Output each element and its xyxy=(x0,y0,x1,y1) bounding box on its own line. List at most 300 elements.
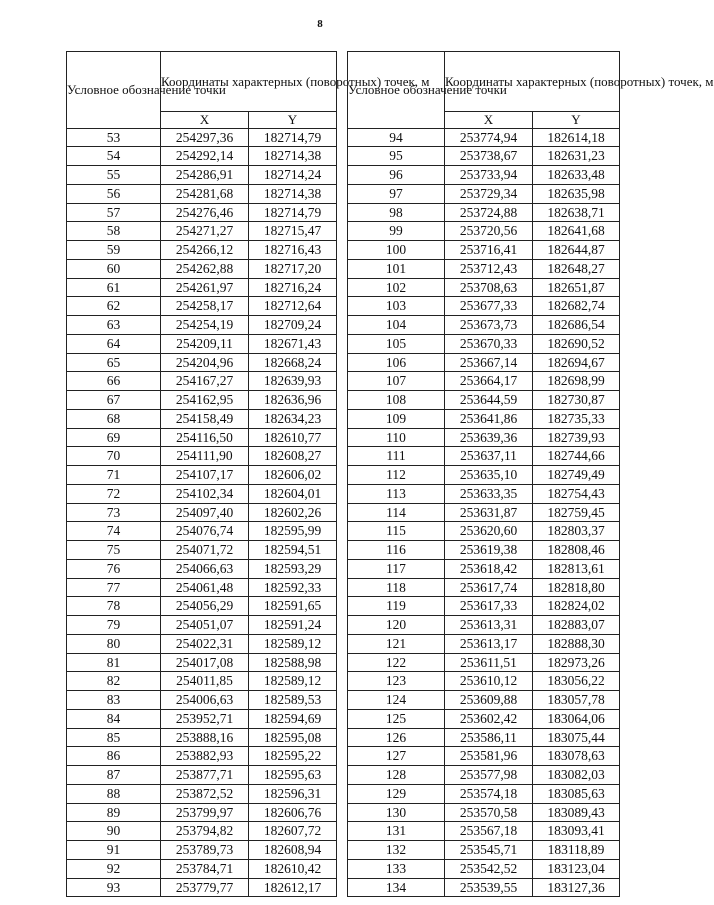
point-id-cell: 68 xyxy=(67,409,161,428)
y-coordinate-cell: 182595,08 xyxy=(249,728,337,747)
y-coordinate-cell: 182594,69 xyxy=(249,709,337,728)
point-id-cell: 62 xyxy=(67,297,161,316)
point-id-cell: 125 xyxy=(348,709,445,728)
table-row xyxy=(348,522,620,541)
table-row xyxy=(348,878,620,897)
point-id-cell: 127 xyxy=(348,747,445,766)
table-row xyxy=(348,859,620,878)
y-coordinate-cell: 182739,93 xyxy=(533,428,620,447)
point-id-cell: 58 xyxy=(67,222,161,241)
y-coordinate-cell: 182591,24 xyxy=(249,616,337,635)
x-coordinate-cell: 254006,63 xyxy=(161,691,249,710)
x-coordinate-cell: 253664,17 xyxy=(445,372,533,391)
y-coordinate-cell: 182735,33 xyxy=(533,409,620,428)
point-id-cell: 128 xyxy=(348,766,445,785)
point-id-cell: 64 xyxy=(67,334,161,353)
point-id-cell: 69 xyxy=(67,428,161,447)
x-coordinate-cell: 253877,71 xyxy=(161,766,249,785)
table-row xyxy=(348,747,620,766)
y-coordinate-cell: 182610,77 xyxy=(249,428,337,447)
y-coordinate-cell: 182686,54 xyxy=(533,316,620,335)
x-coordinate-cell: 254261,97 xyxy=(161,278,249,297)
coords-label-header: Координаты характерных (поворотных) точек, м xyxy=(161,52,337,112)
table-row xyxy=(348,822,620,841)
x-coordinate-cell: 254056,29 xyxy=(161,597,249,616)
x-coordinate-cell: 254102,34 xyxy=(161,484,249,503)
point-id-cell: 99 xyxy=(348,222,445,241)
y-coordinate-cell: 182651,87 xyxy=(533,278,620,297)
y-coordinate-cell: 182644,87 xyxy=(533,241,620,260)
point-id-cell: 95 xyxy=(348,147,445,166)
x-coordinate-cell: 254066,63 xyxy=(161,559,249,578)
y-coordinate-cell: 182808,46 xyxy=(533,541,620,560)
x-coordinate-cell: 253799,97 xyxy=(161,803,249,822)
x-coordinate-cell: 253586,11 xyxy=(445,728,533,747)
y-coordinate-cell: 182595,22 xyxy=(249,747,337,766)
y-coordinate-cell: 182690,52 xyxy=(533,334,620,353)
point-id-cell: 100 xyxy=(348,241,445,260)
table-row xyxy=(348,466,620,485)
header-row xyxy=(348,52,620,112)
x-coordinate-cell: 254158,49 xyxy=(161,409,249,428)
point-id-cell: 106 xyxy=(348,353,445,372)
x-coordinate-cell: 253635,10 xyxy=(445,466,533,485)
point-id-cell: 55 xyxy=(67,166,161,185)
x-coordinate-cell: 253610,12 xyxy=(445,672,533,691)
table-row xyxy=(348,316,620,335)
y-coordinate-cell: 183123,04 xyxy=(533,859,620,878)
x-coordinate-cell: 254061,48 xyxy=(161,578,249,597)
point-id-cell: 134 xyxy=(348,878,445,897)
table-row xyxy=(348,728,620,747)
point-id-cell: 71 xyxy=(67,466,161,485)
x-coordinate-cell: 254286,91 xyxy=(161,166,249,185)
point-id-cell: 74 xyxy=(67,522,161,541)
y-coordinate-cell: 182803,37 xyxy=(533,522,620,541)
x-column-header: X xyxy=(445,112,533,129)
table-row xyxy=(348,447,620,466)
y-coordinate-cell: 182606,76 xyxy=(249,803,337,822)
point-id-cell: 120 xyxy=(348,616,445,635)
table-row xyxy=(67,466,337,485)
x-coordinate-cell: 254051,07 xyxy=(161,616,249,635)
y-coordinate-cell: 182759,45 xyxy=(533,503,620,522)
point-id-cell: 82 xyxy=(67,672,161,691)
y-coordinate-cell: 182883,07 xyxy=(533,616,620,635)
x-coordinate-cell: 253619,38 xyxy=(445,541,533,560)
x-coordinate-cell: 253729,34 xyxy=(445,184,533,203)
coords-label-header: Координаты характерных (поворотных) точек, м xyxy=(445,52,620,112)
table-row xyxy=(348,503,620,522)
table-row xyxy=(348,128,620,147)
table-row xyxy=(348,391,620,410)
table-row xyxy=(67,259,337,278)
y-coordinate-cell: 182612,17 xyxy=(249,878,337,897)
table-row xyxy=(67,503,337,522)
x-coordinate-cell: 254204,96 xyxy=(161,353,249,372)
x-coordinate-cell: 254271,27 xyxy=(161,222,249,241)
point-id-cell: 53 xyxy=(67,128,161,147)
y-coordinate-cell: 182754,43 xyxy=(533,484,620,503)
point-id-cell: 109 xyxy=(348,409,445,428)
table-row xyxy=(67,428,337,447)
point-id-cell: 79 xyxy=(67,616,161,635)
table-row xyxy=(348,559,620,578)
table-row xyxy=(67,653,337,672)
table-row xyxy=(348,409,620,428)
table-row xyxy=(348,203,620,222)
y-coordinate-cell: 182641,68 xyxy=(533,222,620,241)
x-coordinate-cell: 254297,36 xyxy=(161,128,249,147)
table-row xyxy=(348,653,620,672)
table-row xyxy=(67,372,337,391)
x-coordinate-cell: 253639,36 xyxy=(445,428,533,447)
table-row xyxy=(348,278,620,297)
point-id-cell: 76 xyxy=(67,559,161,578)
point-id-cell: 54 xyxy=(67,147,161,166)
y-coordinate-cell: 182714,79 xyxy=(249,203,337,222)
table-row xyxy=(348,147,620,166)
point-id-cell: 59 xyxy=(67,241,161,260)
y-coordinate-cell: 182591,65 xyxy=(249,597,337,616)
x-coordinate-cell: 253570,58 xyxy=(445,803,533,822)
point-id-cell: 102 xyxy=(348,278,445,297)
y-coordinate-cell: 182668,24 xyxy=(249,353,337,372)
y-coordinate-cell: 182634,23 xyxy=(249,409,337,428)
y-coordinate-cell: 182595,63 xyxy=(249,766,337,785)
table-row xyxy=(67,447,337,466)
point-id-cell: 107 xyxy=(348,372,445,391)
y-coordinate-cell: 182717,20 xyxy=(249,259,337,278)
x-column-header: X xyxy=(161,112,249,129)
y-coordinate-cell: 183082,03 xyxy=(533,766,620,785)
table-body xyxy=(348,128,620,897)
y-coordinate-cell: 182698,99 xyxy=(533,372,620,391)
x-coordinate-cell: 253567,18 xyxy=(445,822,533,841)
point-id-cell: 103 xyxy=(348,297,445,316)
x-coordinate-cell: 254017,08 xyxy=(161,653,249,672)
table-row xyxy=(67,841,337,860)
x-coordinate-cell: 253708,63 xyxy=(445,278,533,297)
point-id-cell: 57 xyxy=(67,203,161,222)
point-id-cell: 91 xyxy=(67,841,161,860)
x-coordinate-cell: 253618,42 xyxy=(445,559,533,578)
y-coordinate-cell: 182610,42 xyxy=(249,859,337,878)
x-coordinate-cell: 253617,33 xyxy=(445,597,533,616)
table-row xyxy=(67,559,337,578)
table-row xyxy=(348,241,620,260)
x-coordinate-cell: 253882,93 xyxy=(161,747,249,766)
table-row xyxy=(67,784,337,803)
y-coordinate-cell: 182638,71 xyxy=(533,203,620,222)
coordinates-table-right xyxy=(347,51,714,897)
x-coordinate-cell: 253620,60 xyxy=(445,522,533,541)
table-row xyxy=(67,184,337,203)
point-label-header: Условное обозначение точки xyxy=(348,52,445,129)
y-coordinate-cell: 182648,27 xyxy=(533,259,620,278)
table-row xyxy=(348,803,620,822)
point-id-cell: 130 xyxy=(348,803,445,822)
x-coordinate-cell: 254209,11 xyxy=(161,334,249,353)
y-coordinate-cell: 182682,74 xyxy=(533,297,620,316)
y-coordinate-cell: 182614,18 xyxy=(533,128,620,147)
y-coordinate-cell: 183064,06 xyxy=(533,709,620,728)
point-id-cell: 70 xyxy=(67,447,161,466)
point-id-cell: 86 xyxy=(67,747,161,766)
table-row xyxy=(67,128,337,147)
table-row xyxy=(67,316,337,335)
point-id-cell: 132 xyxy=(348,841,445,860)
y-coordinate-cell: 182888,30 xyxy=(533,634,620,653)
y-column-header: Y xyxy=(249,112,337,129)
x-coordinate-cell: 253542,52 xyxy=(445,859,533,878)
y-coordinate-cell: 182730,87 xyxy=(533,391,620,410)
table-row xyxy=(348,841,620,860)
x-coordinate-cell: 253633,35 xyxy=(445,484,533,503)
y-coordinate-cell: 182714,24 xyxy=(249,166,337,185)
y-coordinate-cell: 182592,33 xyxy=(249,578,337,597)
x-coordinate-cell: 253720,56 xyxy=(445,222,533,241)
y-coordinate-cell: 183127,36 xyxy=(533,878,620,897)
x-coordinate-cell: 253673,73 xyxy=(445,316,533,335)
table-body xyxy=(67,128,337,897)
table-row xyxy=(67,297,337,316)
x-coordinate-cell: 254097,40 xyxy=(161,503,249,522)
point-id-cell: 111 xyxy=(348,447,445,466)
table-row xyxy=(348,372,620,391)
table-row xyxy=(67,803,337,822)
table-row xyxy=(348,334,620,353)
point-id-cell: 67 xyxy=(67,391,161,410)
y-coordinate-cell: 182813,61 xyxy=(533,559,620,578)
table-row xyxy=(67,691,337,710)
point-id-cell: 124 xyxy=(348,691,445,710)
x-coordinate-cell: 253577,98 xyxy=(445,766,533,785)
table-row xyxy=(348,222,620,241)
point-id-cell: 115 xyxy=(348,522,445,541)
table-row xyxy=(348,353,620,372)
point-id-cell: 60 xyxy=(67,259,161,278)
x-coordinate-cell: 253545,71 xyxy=(445,841,533,860)
table-row xyxy=(67,878,337,897)
y-coordinate-cell: 182631,23 xyxy=(533,147,620,166)
y-coordinate-cell: 182602,26 xyxy=(249,503,337,522)
point-id-cell: 94 xyxy=(348,128,445,147)
x-coordinate-cell: 253617,74 xyxy=(445,578,533,597)
table-row xyxy=(348,766,620,785)
table-row xyxy=(67,391,337,410)
y-coordinate-cell: 183057,78 xyxy=(533,691,620,710)
x-coordinate-cell: 253613,31 xyxy=(445,616,533,635)
point-id-cell: 65 xyxy=(67,353,161,372)
y-coordinate-cell: 182694,67 xyxy=(533,353,620,372)
y-coordinate-cell: 182635,98 xyxy=(533,184,620,203)
table-row xyxy=(348,184,620,203)
point-id-cell: 116 xyxy=(348,541,445,560)
y-coordinate-cell: 182604,01 xyxy=(249,484,337,503)
table-row xyxy=(67,353,337,372)
point-id-cell: 122 xyxy=(348,653,445,672)
y-coordinate-cell: 182716,24 xyxy=(249,278,337,297)
x-coordinate-cell: 254258,17 xyxy=(161,297,249,316)
point-id-cell: 56 xyxy=(67,184,161,203)
point-id-cell: 131 xyxy=(348,822,445,841)
y-coordinate-cell: 182595,99 xyxy=(249,522,337,541)
point-id-cell: 87 xyxy=(67,766,161,785)
y-coordinate-cell: 183093,41 xyxy=(533,822,620,841)
table-row xyxy=(67,766,337,785)
x-coordinate-cell: 253888,16 xyxy=(161,728,249,747)
x-coordinate-cell: 253574,18 xyxy=(445,784,533,803)
x-coordinate-cell: 253733,94 xyxy=(445,166,533,185)
point-id-cell: 123 xyxy=(348,672,445,691)
x-coordinate-cell: 253724,88 xyxy=(445,203,533,222)
y-coordinate-cell: 183118,89 xyxy=(533,841,620,860)
table-row xyxy=(348,541,620,560)
table-row xyxy=(67,484,337,503)
point-id-cell: 72 xyxy=(67,484,161,503)
table-row xyxy=(67,278,337,297)
x-coordinate-cell: 253712,43 xyxy=(445,259,533,278)
y-coordinate-cell: 183085,63 xyxy=(533,784,620,803)
point-id-cell: 98 xyxy=(348,203,445,222)
y-coordinate-cell: 182671,43 xyxy=(249,334,337,353)
x-coordinate-cell: 253774,94 xyxy=(445,128,533,147)
y-coordinate-cell: 183078,63 xyxy=(533,747,620,766)
y-coordinate-cell: 182712,64 xyxy=(249,297,337,316)
point-id-cell: 66 xyxy=(67,372,161,391)
table-row xyxy=(348,259,620,278)
x-coordinate-cell: 253613,17 xyxy=(445,634,533,653)
table-row xyxy=(67,672,337,691)
x-coordinate-cell: 254071,72 xyxy=(161,541,249,560)
y-coordinate-cell: 183089,43 xyxy=(533,803,620,822)
table-row xyxy=(348,484,620,503)
x-coordinate-cell: 253716,41 xyxy=(445,241,533,260)
point-id-cell: 113 xyxy=(348,484,445,503)
point-id-cell: 112 xyxy=(348,466,445,485)
y-coordinate-cell: 182588,98 xyxy=(249,653,337,672)
point-id-cell: 105 xyxy=(348,334,445,353)
table-row xyxy=(348,784,620,803)
x-coordinate-cell: 253539,55 xyxy=(445,878,533,897)
point-id-cell: 119 xyxy=(348,597,445,616)
point-id-cell: 89 xyxy=(67,803,161,822)
y-coordinate-cell: 182714,38 xyxy=(249,147,337,166)
x-coordinate-cell: 254076,74 xyxy=(161,522,249,541)
point-id-cell: 92 xyxy=(67,859,161,878)
x-coordinate-cell: 253581,96 xyxy=(445,747,533,766)
x-coordinate-cell: 254011,85 xyxy=(161,672,249,691)
point-id-cell: 83 xyxy=(67,691,161,710)
table-row xyxy=(348,297,620,316)
table-row xyxy=(348,709,620,728)
table-row xyxy=(67,728,337,747)
x-coordinate-cell: 254167,27 xyxy=(161,372,249,391)
table-row xyxy=(348,597,620,616)
x-coordinate-cell: 253872,52 xyxy=(161,784,249,803)
x-coordinate-cell: 253677,33 xyxy=(445,297,533,316)
point-id-cell: 114 xyxy=(348,503,445,522)
x-coordinate-cell: 254254,19 xyxy=(161,316,249,335)
y-coordinate-cell: 182973,26 xyxy=(533,653,620,672)
table-row xyxy=(67,241,337,260)
header-row xyxy=(67,52,337,112)
table-row xyxy=(348,672,620,691)
x-coordinate-cell: 253670,33 xyxy=(445,334,533,353)
table-row xyxy=(67,147,337,166)
y-coordinate-cell: 182636,96 xyxy=(249,391,337,410)
x-coordinate-cell: 253794,82 xyxy=(161,822,249,841)
table-row xyxy=(348,166,620,185)
point-id-cell: 110 xyxy=(348,428,445,447)
table-row xyxy=(67,222,337,241)
y-coordinate-cell: 182589,12 xyxy=(249,672,337,691)
point-id-cell: 117 xyxy=(348,559,445,578)
y-coordinate-cell: 182749,49 xyxy=(533,466,620,485)
point-id-cell: 88 xyxy=(67,784,161,803)
y-coordinate-cell: 182818,80 xyxy=(533,578,620,597)
point-id-cell: 85 xyxy=(67,728,161,747)
point-id-cell: 101 xyxy=(348,259,445,278)
page-number: 8 xyxy=(317,18,323,30)
table-row xyxy=(67,747,337,766)
table-row xyxy=(67,522,337,541)
point-id-cell: 126 xyxy=(348,728,445,747)
table-row xyxy=(67,822,337,841)
point-id-cell: 77 xyxy=(67,578,161,597)
table-row xyxy=(67,334,337,353)
x-coordinate-cell: 254266,12 xyxy=(161,241,249,260)
table-row xyxy=(348,578,620,597)
y-coordinate-cell: 182824,02 xyxy=(533,597,620,616)
y-coordinate-cell: 182714,79 xyxy=(249,128,337,147)
x-coordinate-cell: 253779,77 xyxy=(161,878,249,897)
x-coordinate-cell: 254107,17 xyxy=(161,466,249,485)
x-coordinate-cell: 253738,67 xyxy=(445,147,533,166)
x-coordinate-cell: 254276,46 xyxy=(161,203,249,222)
table-row xyxy=(67,616,337,635)
point-id-cell: 63 xyxy=(67,316,161,335)
x-coordinate-cell: 253602,42 xyxy=(445,709,533,728)
y-coordinate-cell: 182608,94 xyxy=(249,841,337,860)
table-row xyxy=(67,859,337,878)
point-id-cell: 90 xyxy=(67,822,161,841)
point-id-cell: 129 xyxy=(348,784,445,803)
point-id-cell: 80 xyxy=(67,634,161,653)
table-row xyxy=(67,166,337,185)
x-coordinate-cell: 254281,68 xyxy=(161,184,249,203)
y-coordinate-cell: 182606,02 xyxy=(249,466,337,485)
point-id-cell: 78 xyxy=(67,597,161,616)
point-id-cell: 75 xyxy=(67,541,161,560)
y-coordinate-cell: 182607,72 xyxy=(249,822,337,841)
x-coordinate-cell: 253637,11 xyxy=(445,447,533,466)
point-id-cell: 93 xyxy=(67,878,161,897)
x-coordinate-cell: 253644,59 xyxy=(445,391,533,410)
table-row xyxy=(67,541,337,560)
x-coordinate-cell: 254292,14 xyxy=(161,147,249,166)
x-coordinate-cell: 254116,50 xyxy=(161,428,249,447)
point-id-cell: 121 xyxy=(348,634,445,653)
y-coordinate-cell: 183075,44 xyxy=(533,728,620,747)
table-row xyxy=(348,691,620,710)
table-row xyxy=(67,578,337,597)
y-coordinate-cell: 182716,43 xyxy=(249,241,337,260)
x-coordinate-cell: 253667,14 xyxy=(445,353,533,372)
table-row xyxy=(67,709,337,728)
x-coordinate-cell: 254162,95 xyxy=(161,391,249,410)
